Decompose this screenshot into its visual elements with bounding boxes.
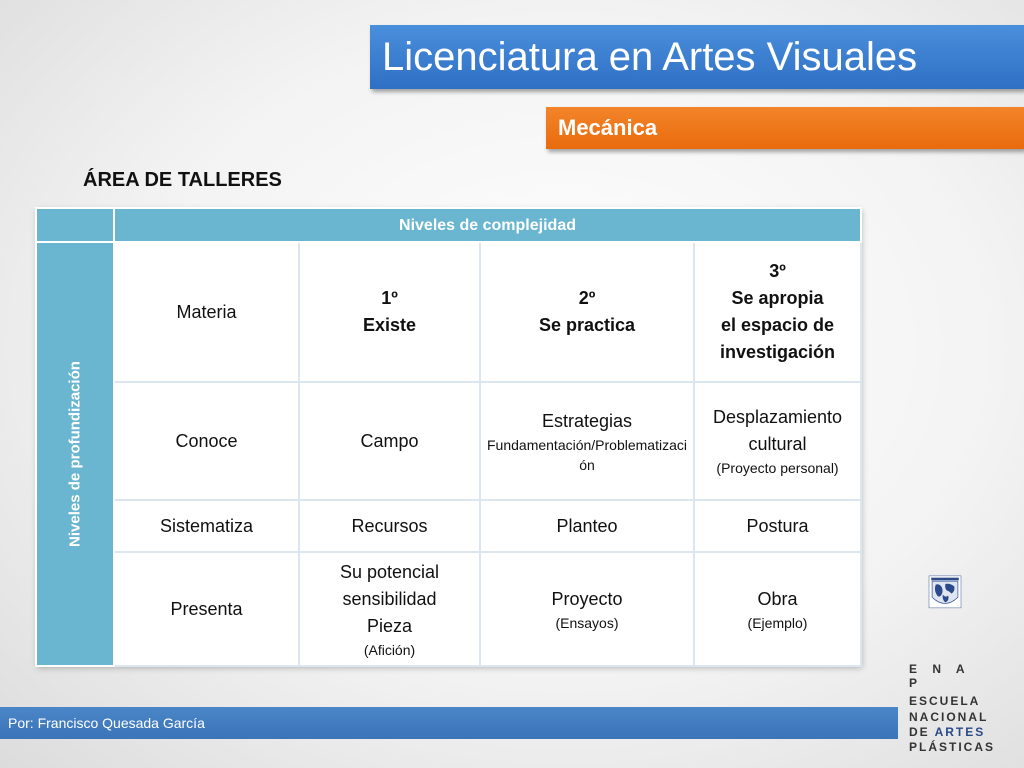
row-label-materia: Materia bbox=[114, 242, 299, 382]
logo-line-3: DE ARTES bbox=[909, 725, 986, 739]
table-cell: Proyecto (Ensayos) bbox=[480, 552, 694, 666]
table-corner bbox=[36, 208, 114, 242]
logo-line-2: NACIONAL bbox=[909, 710, 989, 724]
row-label-presenta: Presenta bbox=[114, 552, 299, 666]
table-cell: Postura bbox=[694, 500, 861, 552]
enap-acronym: E N A P bbox=[909, 662, 971, 690]
logo-line-4: PLÁSTICAS bbox=[909, 740, 996, 754]
unam-shield-icon bbox=[906, 575, 984, 655]
level-3-cell: 3º Se apropia el espacio de investigación bbox=[694, 242, 861, 382]
slide-subtitle: Mecánica bbox=[546, 107, 1024, 149]
level-1-cell: 1º Existe bbox=[299, 242, 480, 382]
section-title: ÁREA DE TALLERES bbox=[83, 169, 282, 191]
levels-table bbox=[35, 207, 860, 665]
table-cell: Recursos bbox=[299, 500, 480, 552]
column-header: Niveles de complejidad bbox=[114, 208, 861, 242]
row-label-sistematiza: Sistematiza bbox=[114, 500, 299, 552]
author-footer: Por: Francisco Quesada García bbox=[0, 707, 898, 739]
table-cell: Su potencial sensibilidad Pieza (Afición) bbox=[299, 552, 480, 666]
logo-line-1: ESCUELA bbox=[909, 694, 981, 708]
row-header bbox=[36, 242, 114, 666]
table-cell: Estrategias Fundamentación/Problematización bbox=[480, 382, 694, 500]
slide-title: Licenciatura en Artes Visuales bbox=[370, 25, 1024, 89]
level-2-cell: 2º Se practica bbox=[480, 242, 694, 382]
row-header-label: Niveles de profundización bbox=[66, 361, 84, 547]
table-cell: Campo bbox=[299, 382, 480, 500]
table-cell: Obra (Ejemplo) bbox=[694, 552, 861, 666]
table-cell: Desplazamiento cultural (Proyecto personal) bbox=[694, 382, 861, 500]
table-cell: Planteo bbox=[480, 500, 694, 552]
row-label-conoce: Conoce bbox=[114, 382, 299, 500]
